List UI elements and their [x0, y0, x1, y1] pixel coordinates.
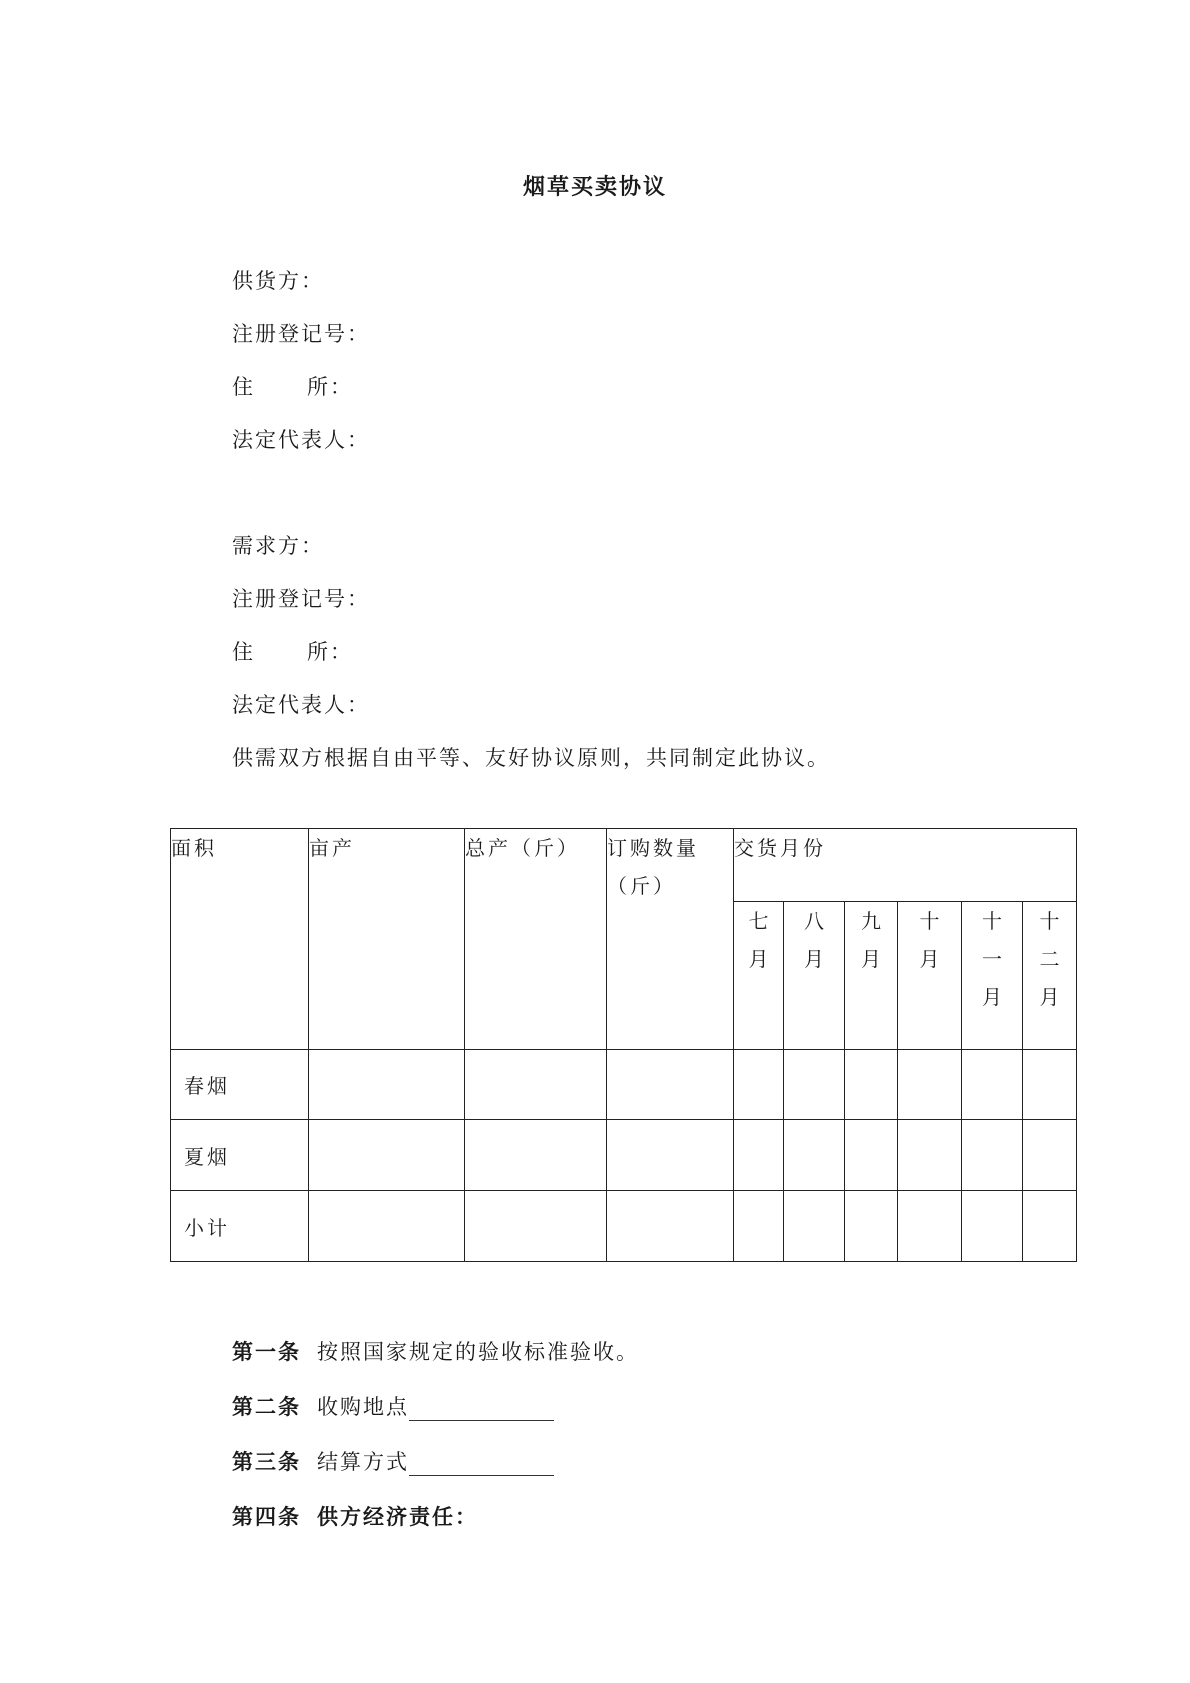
header-area: 面积: [171, 829, 309, 1050]
table-cell[interactable]: [784, 1050, 845, 1120]
month-november: 十 一 月: [962, 902, 1023, 1050]
document-title: 烟草买卖协议: [522, 174, 667, 200]
month-december: 十 二 月: [1023, 902, 1077, 1050]
table-cell[interactable]: [309, 1191, 465, 1262]
table-cell[interactable]: [1023, 1191, 1077, 1262]
table-cell[interactable]: [465, 1050, 607, 1120]
header-delivery-month: 交货月份: [734, 829, 1077, 902]
month-july: 七 月: [734, 902, 784, 1050]
table-cell[interactable]: [845, 1050, 898, 1120]
row-label-spring: 春烟: [171, 1050, 309, 1120]
intro-text: 供需双方根据自由平等、友好协议原则，共同制定此协议。: [232, 746, 830, 770]
supplier-address: 住 所：: [232, 375, 354, 399]
order-table: [170, 828, 1077, 1262]
table-cell[interactable]: [734, 1191, 784, 1262]
article-1: 第一条 按照国家规定的验收标准验收。: [232, 1339, 639, 1364]
month-september: 九 月: [845, 902, 898, 1050]
supplier-rep: 法定代表人：: [232, 428, 370, 452]
supplier-label: 供货方：: [232, 269, 324, 293]
table-cell[interactable]: [845, 1120, 898, 1191]
table-cell[interactable]: [1023, 1120, 1077, 1191]
row-label-summer: 夏烟: [171, 1120, 309, 1191]
table-cell[interactable]: [898, 1050, 962, 1120]
blank-line[interactable]: [409, 1400, 554, 1421]
table-cell[interactable]: [465, 1120, 607, 1191]
table-cell[interactable]: [845, 1191, 898, 1262]
table-cell[interactable]: [784, 1120, 845, 1191]
table-cell[interactable]: [607, 1191, 734, 1262]
table-cell[interactable]: [962, 1120, 1023, 1191]
table-cell[interactable]: [309, 1120, 465, 1191]
table-cell[interactable]: [1023, 1050, 1077, 1120]
table-cell[interactable]: [309, 1050, 465, 1120]
buyer-rep: 法定代表人：: [232, 693, 370, 717]
blank-line[interactable]: [409, 1455, 554, 1476]
buyer-label: 需求方：: [232, 534, 324, 558]
buyer-address: 住 所：: [232, 640, 354, 664]
month-october: 十 月: [898, 902, 962, 1050]
header-total-output: 总产（斤）: [465, 829, 607, 1050]
header-order-quantity: 订购数量（斤）: [607, 829, 734, 1050]
table-cell[interactable]: [607, 1120, 734, 1191]
table-cell[interactable]: [898, 1191, 962, 1262]
table-cell[interactable]: [734, 1120, 784, 1191]
month-august: 八 月: [784, 902, 845, 1050]
table-cell[interactable]: [607, 1050, 734, 1120]
table-cell[interactable]: [465, 1191, 607, 1262]
table-cell[interactable]: [784, 1191, 845, 1262]
table-cell[interactable]: [734, 1050, 784, 1120]
table-cell[interactable]: [962, 1050, 1023, 1120]
buyer-reg-no: 注册登记号：: [232, 587, 370, 611]
header-yield-per-mu: 亩产: [309, 829, 465, 1050]
article-2: 第二条 收购地点: [232, 1391, 554, 1421]
article-4: 第四条 供方经济责任：: [232, 1504, 478, 1529]
table-cell[interactable]: [898, 1120, 962, 1191]
row-label-subtotal: 小计: [171, 1191, 309, 1262]
table-cell[interactable]: [962, 1191, 1023, 1262]
article-3: 第三条 结算方式: [232, 1446, 554, 1476]
supplier-reg-no: 注册登记号：: [232, 322, 370, 346]
